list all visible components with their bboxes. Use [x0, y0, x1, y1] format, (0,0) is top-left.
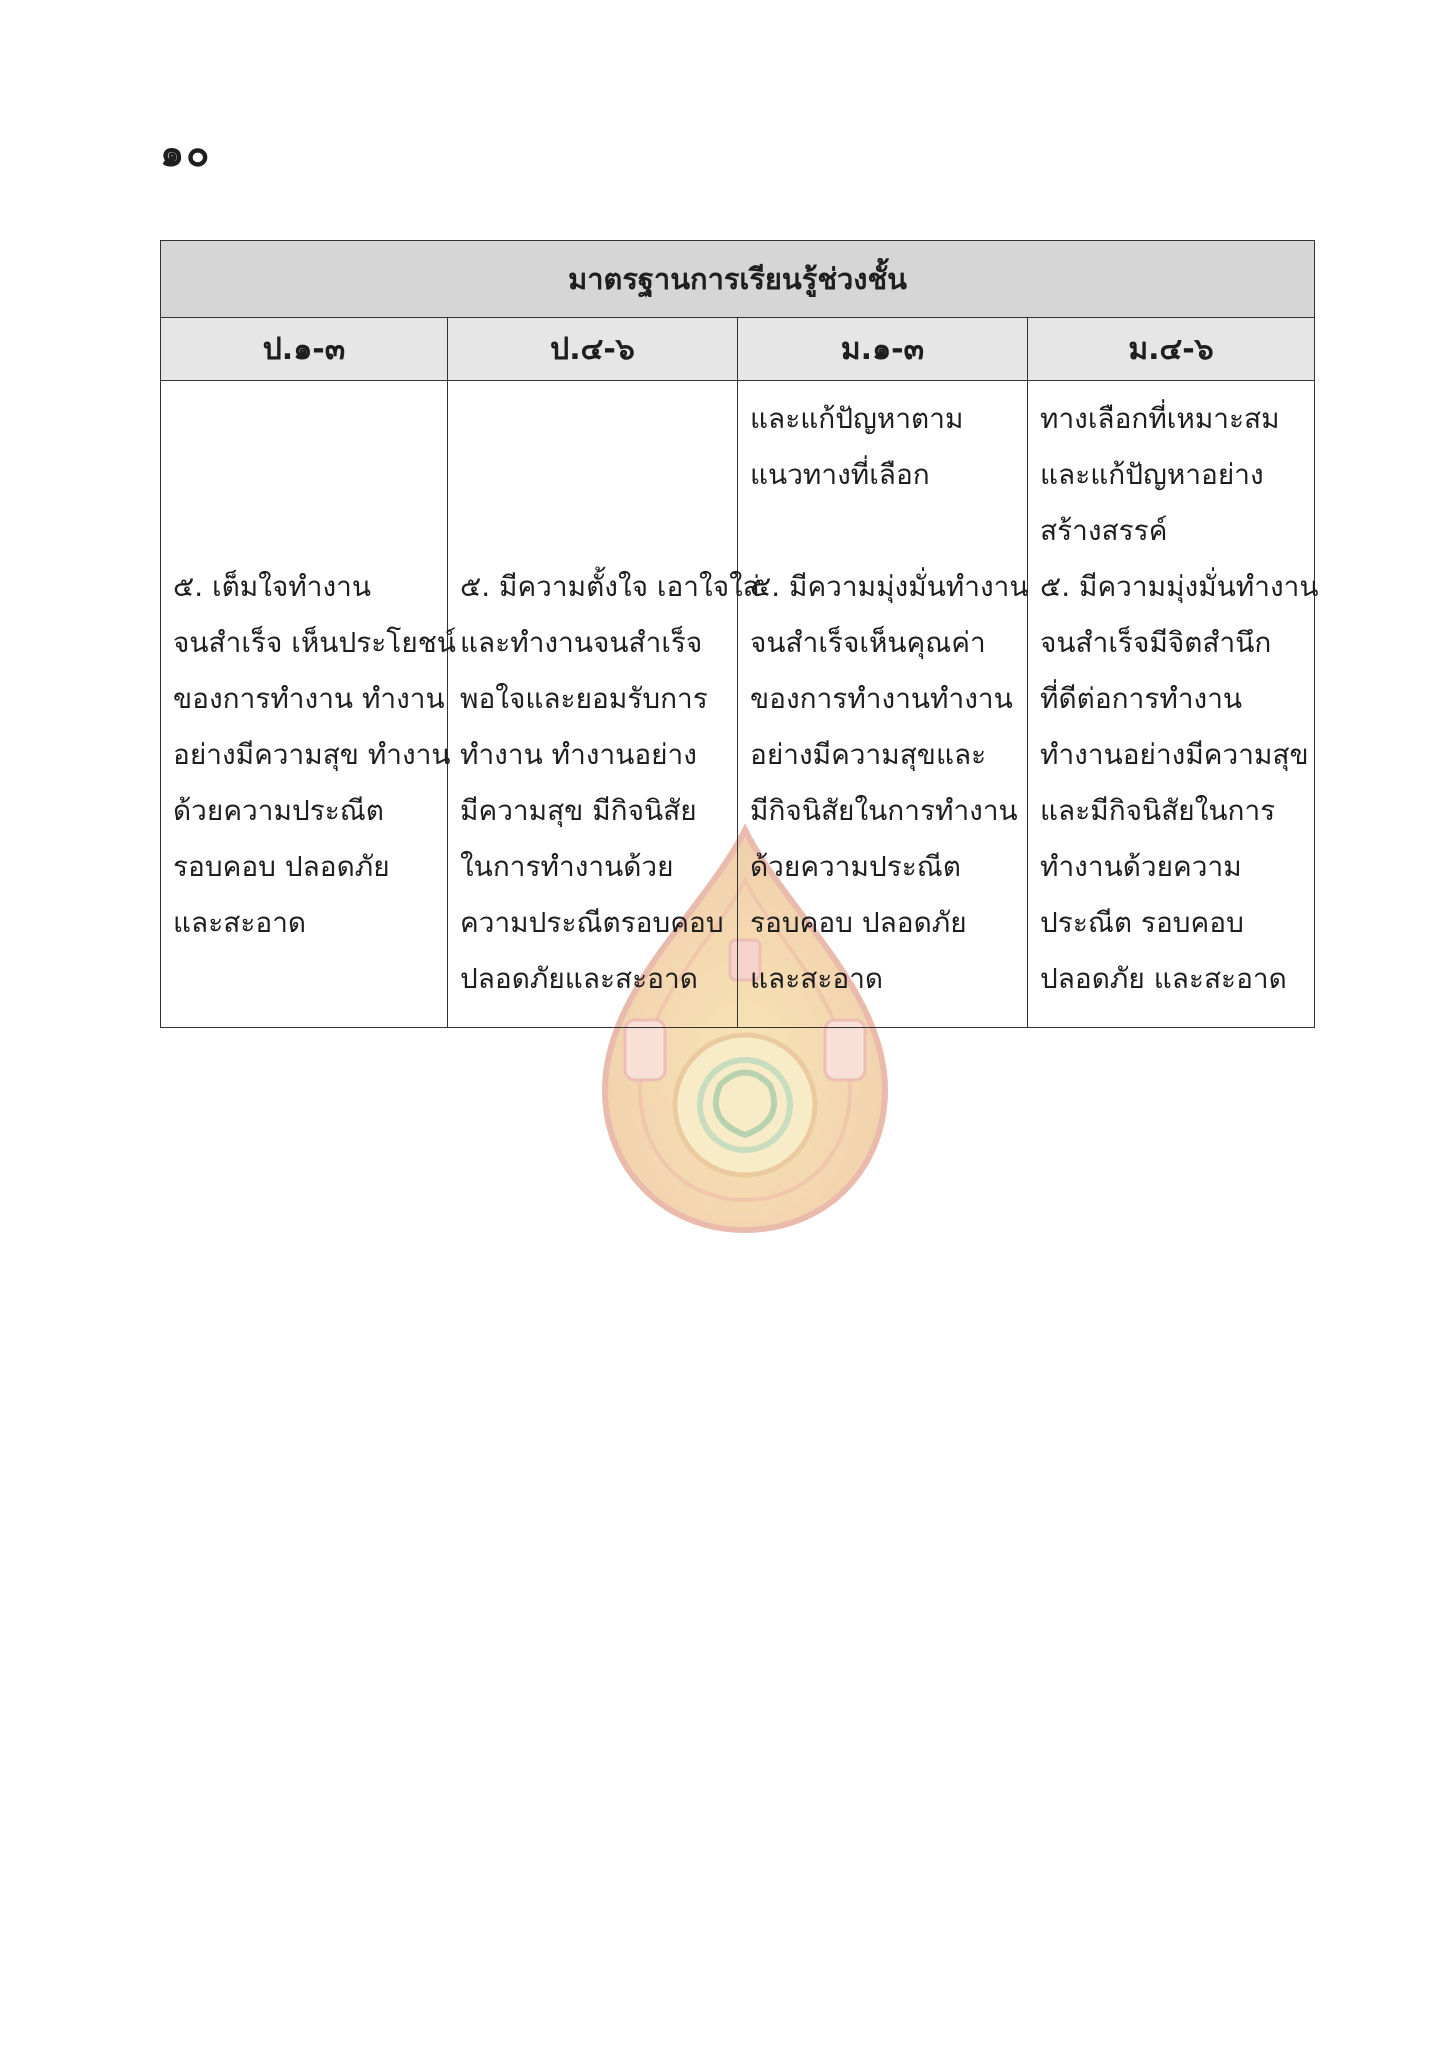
cell-text-line: และทำงานจนสำเร็จ [460, 626, 703, 659]
cell-text-line: ๕. มีความตั้งใจ เอาใจใส่ [460, 570, 760, 603]
standard-cell-m4-6 [1028, 381, 1319, 1028]
cell-text-line: และแก้ปัญหาตาม [750, 402, 964, 435]
cell-text-line: ของการทำงาน ทำงาน [173, 682, 445, 715]
cell-text-line: ความประณีตรอบคอบ [460, 906, 724, 939]
cell-text-line: สร้างสรรค์ [1040, 514, 1168, 547]
cell-text-line: และมีกิจนิสัยในการ [1040, 794, 1276, 827]
cell-text-line: ทำงาน ทำงานอย่าง [460, 738, 697, 771]
cell-text-line: อย่างมีความสุข ทำงาน [173, 738, 451, 771]
page-number: ๑๐ [160, 131, 212, 175]
cell-text-line: แนวทางที่เลือก [750, 458, 930, 491]
cell-text-line: ที่ดีต่อการทำงาน [1040, 682, 1243, 715]
standard-cell-p4-6 [448, 381, 760, 1028]
cell-text-line [460, 391, 727, 447]
cell-text-line [173, 447, 437, 503]
cell-text-line: จนสำเร็จ เห็นประโยชน์ [173, 626, 456, 659]
cell-text-line [750, 503, 1017, 559]
table-title: มาตรฐานการเรียนรู้ช่วงชั้น [161, 241, 1315, 318]
cell-text-line: จนสำเร็จเห็นคุณค่า [750, 626, 986, 659]
cell-text-line: ประณีต รอบคอบ [1040, 906, 1244, 939]
standard-cell-m1-3 [738, 381, 1028, 1028]
cell-text-line: มีกิจนิสัยในการทำงาน [750, 794, 1018, 827]
cell-text-line: ด้วยความประณีต [173, 794, 384, 827]
cell-text-line: ปลอดภัย และสะอาด [1040, 962, 1287, 995]
cell-text-line: และสะอาด [173, 906, 307, 939]
cell-text-line [460, 447, 727, 503]
cell-text-line: ปลอดภัยและสะอาด [460, 962, 698, 995]
cell-text-line: และสะอาด [750, 962, 884, 995]
level-header-row [161, 318, 1315, 381]
cell-text-line: พอใจและยอมรับการ [460, 682, 708, 715]
cell-text-line [173, 503, 437, 559]
cell-text-line: ทำงานอย่างมีความสุข [1040, 738, 1309, 771]
cell-text-line: ทางเลือกที่เหมาะสม [1040, 402, 1280, 435]
cell-text-line [460, 503, 727, 559]
cell-text-line: ๕. เต็มใจทำงาน [173, 570, 371, 603]
cell-text-line: ๕. มีความมุ่งมั่นทำงาน [750, 570, 1029, 603]
standard-cell-p1-3 [161, 381, 456, 1028]
cell-text-line: อย่างมีความสุขและ [750, 738, 987, 771]
cell-text-line [173, 391, 437, 447]
cell-text-line: จนสำเร็จมีจิตสำนึก [1040, 626, 1272, 659]
level-header: ป.๔-๖ [448, 318, 738, 381]
cell-text-line: ด้วยความประณีต [750, 850, 961, 883]
cell-text-line: ในการทำงานด้วย [460, 850, 674, 883]
level-header: ม.๑-๓ [738, 318, 1028, 381]
cell-text-line: รอบคอบ ปลอดภัย [173, 850, 390, 883]
cell-text-line: ทำงานด้วยความ [1040, 850, 1242, 883]
cell-text-line: มีความสุข มีกิจนิสัย [460, 794, 697, 827]
learning-standards-table [160, 240, 1319, 1028]
cell-text-line: ๕. มีความมุ่งมั่นทำงาน [1040, 570, 1319, 603]
cell-text-line: และแก้ปัญหาอย่าง [1040, 458, 1264, 491]
standards-row [161, 381, 1315, 1028]
level-header: ป.๑-๓ [161, 318, 448, 381]
cell-text-line: รอบคอบ ปลอดภัย [750, 906, 967, 939]
cell-text-line: ของการทำงานทำงาน [750, 682, 1013, 715]
level-header: ม.๔-๖ [1028, 318, 1315, 381]
